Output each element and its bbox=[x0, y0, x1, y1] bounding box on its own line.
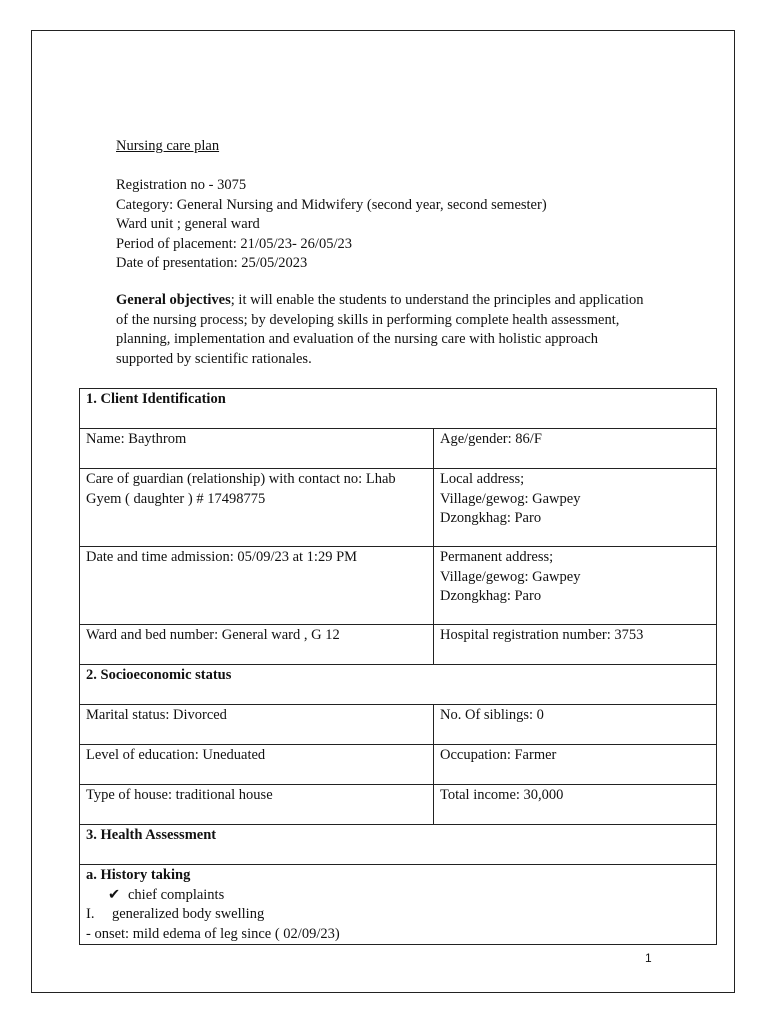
house-type: Type of house: traditional house bbox=[80, 785, 434, 825]
placement-line: Period of placement: 21/05/23- 26/05/23 bbox=[116, 235, 352, 252]
education-level: Level of education: Uneduated bbox=[80, 745, 434, 785]
complaint-numeral: I. bbox=[86, 906, 95, 922]
permanent-address-label: Permanent address; bbox=[440, 549, 554, 565]
total-income: Total income: 30,000 bbox=[434, 785, 717, 825]
permanent-address-village: Village/gewog: Gawpey bbox=[440, 568, 581, 585]
siblings-count: No. Of siblings: 0 bbox=[434, 705, 717, 745]
hospital-registration: Hospital registration number: 3753 bbox=[434, 625, 717, 665]
category-line: Category: General Nursing and Midwifery (second year, second semester) bbox=[116, 196, 547, 213]
checkmark-icon: ✔ bbox=[108, 886, 121, 903]
occupation: Occupation: Farmer bbox=[434, 745, 717, 785]
admission-datetime: Date and time admission: 05/09/23 at 1:29 PM bbox=[80, 547, 434, 625]
health-assessment-heading: 3. Health Assessment bbox=[80, 825, 717, 865]
marital-status: Marital status: Divorced bbox=[80, 705, 434, 745]
ward-bed-number: Ward and bed number: General ward , G 12 bbox=[80, 625, 434, 665]
local-address bbox=[434, 469, 717, 547]
registration-line: Registration no - 3075 bbox=[116, 177, 247, 193]
objectives-label: General objectives bbox=[116, 292, 231, 308]
client-name: Name: Baythrom bbox=[80, 429, 434, 469]
complaint-item bbox=[86, 905, 710, 925]
general-objectives bbox=[116, 291, 656, 369]
presentation-line: Date of presentation: 25/05/2023 bbox=[116, 255, 308, 271]
guardian-contact: Care of guardian (relationship) with contact no: Lhab Gyem ( daughter ) # 17498775 bbox=[80, 469, 434, 547]
document-title: Nursing care plan bbox=[116, 138, 220, 154]
history-taking-heading: a. History taking bbox=[86, 867, 191, 883]
chief-complaints-item bbox=[86, 886, 710, 906]
local-address-dzongkhag: Dzongkhag: Paro bbox=[440, 510, 542, 526]
history-taking-cell bbox=[80, 865, 717, 945]
complaint-text: generalized body swelling bbox=[112, 906, 265, 922]
permanent-address bbox=[434, 547, 717, 625]
client-identification-heading: 1. Client Identification bbox=[80, 389, 717, 429]
permanent-address-dzongkhag: Dzongkhag: Paro bbox=[440, 588, 542, 604]
chief-complaints-label: chief complaints bbox=[128, 886, 225, 903]
onset-line: - onset: mild edema of leg since ( 02/09/23) bbox=[86, 925, 340, 942]
page-number: 1 bbox=[645, 951, 652, 965]
client-form-table bbox=[79, 388, 717, 945]
local-address-label: Local address; bbox=[440, 471, 525, 487]
socioeconomic-heading: 2. Socioeconomic status bbox=[80, 665, 717, 705]
meta-block bbox=[116, 176, 547, 274]
local-address-village: Village/gewog: Gawpey bbox=[440, 490, 581, 507]
client-age-gender: Age/gender: 86/F bbox=[434, 429, 717, 469]
ward-unit-line: Ward unit ; general ward bbox=[116, 216, 260, 232]
objectives-text: ; it will enable the students to understand the principles and application of the nursing process; by developing skills in performing complete health assessment, planning, implementation and evaluation of the nursing care with holistic approach supported by scientific rationales. bbox=[116, 292, 644, 367]
